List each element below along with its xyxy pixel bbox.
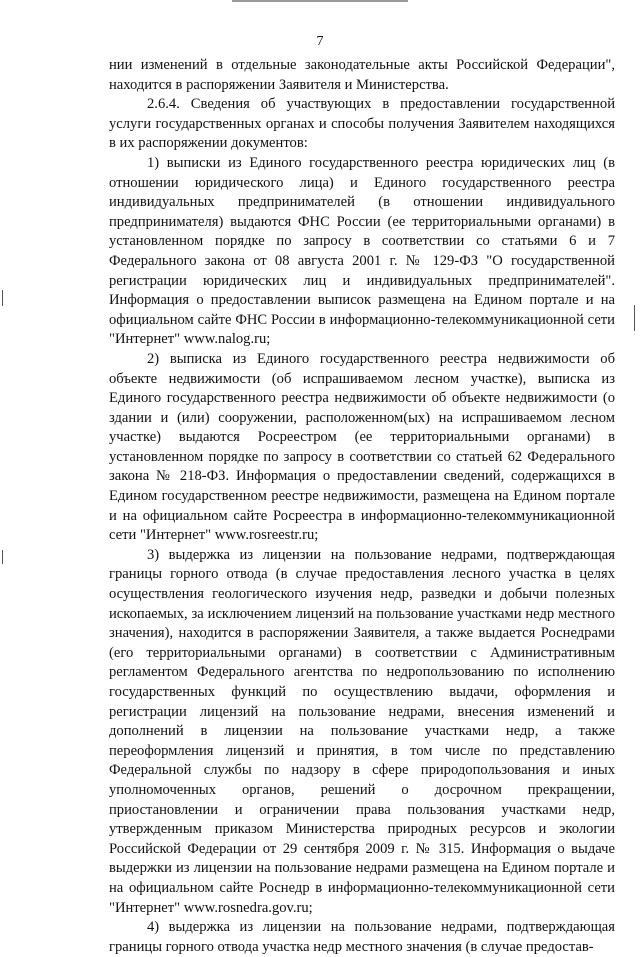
paragraph-item-4: 4) выдержка из лицензии на пользование недрами, подтверждающая границы горного отвода участка недр местного значения (в случае предостав-	[109, 919, 615, 955]
paragraph-continuation: нии изменений в отдельные законодательные акты Российской Федерации", находится в распоряжении Заявителя и Министерства.	[109, 57, 615, 93]
document-body	[109, 56, 615, 957]
page-number: 7	[316, 34, 324, 49]
top-edge-rule	[232, 0, 408, 2]
scan-edge-mark	[2, 550, 3, 564]
paragraph-item-2: 2) выписка из Единого государственного реестра недвижимости об объекте недвижимости (об испрашиваемом лесном участке), выписка из Единого государственного реестра недвижимости об объекте недвижимости (о здании и (или) сооружении, расположенном(ых) на испрашиваемом лесном участке) выдаются Росреестром (ее территориальными органами) в установленном порядке по запросу в соответствии со статьей 62 Федерального закона № 218-ФЗ. Информация о предоставлении сведений, содержащихся в Едином государственном реестре недвижимости, размещена на Едином портале и на официальном сайте Росреестра в информационно-телекоммуникационной сети "Интернет" www.rosreestr.ru;	[109, 350, 615, 544]
paragraph-item-1: 1) выписки из Единого государственного реестра юридических лиц (в отношении юридического лица) и Единого государственного реестра индивидуальных предпринимателей (в отношении индивидуального предпринимателя) выдаются ФНС России (ее территориальными органами) в установленном порядке по запросу в соответствии со статьями 6 и 7 Федерального закона от 08 августа 2001 г. № 129-ФЗ "О государственной регистрации юридических лиц и индивидуальных предпринимателей". Информация о предоставлении выписок размещена на Едином портале и на официальном сайте ФНС России в информационно-телекоммуникационной сети "Интернет" www.nalog.ru;	[109, 154, 615, 348]
scan-edge-mark	[634, 305, 635, 331]
scan-edge-mark	[2, 290, 3, 306]
paragraph-section-2-6-4: 2.6.4. Сведения об участвующих в предоставлении государственной услуги государственных органах и способы получения Заявителем находящихся в их распоряжении документов:	[109, 96, 615, 152]
paragraph-item-3: 3) выдержка из лицензии на пользование недрами, подтверждающая границы горного отвода (в случае предоставления лесного участка в целях осуществления геологического изучения недр, разведки и добычи полезных ископаемых, за исключением лицензий на пользование участками недр местного значения), находится в распоряжении Заявителя, а также выдается Роснедрами (его территориальными органами) в соответствии с Административным регламентом Федерального агентства по недропользованию по исполнению государственных функций по осуществлению выдачи, оформления и регистрации лицензий на пользование недрами, внесения изменений и дополнений в лицензии на пользование участками недр, а также переоформления лицензий и принятия, в том числе по представлению Федеральной службы по надзору в сфере природопользования и иных уполномоченных органов, решений о досрочном прекращении, приостановлении и ограничении права пользования участками недр, утвержденным приказом Министерства природных ресурсов и экологии Российской Федерации от 29 сентября 2009 г. № 315. Информация о выдаче выдержки из лицензии на пользование недрами размещена на Едином портале и на официальном сайте Роснедр в информационно-телекоммуникационной сети "Интернет" www.rosnedra.gov.ru;	[109, 546, 615, 916]
